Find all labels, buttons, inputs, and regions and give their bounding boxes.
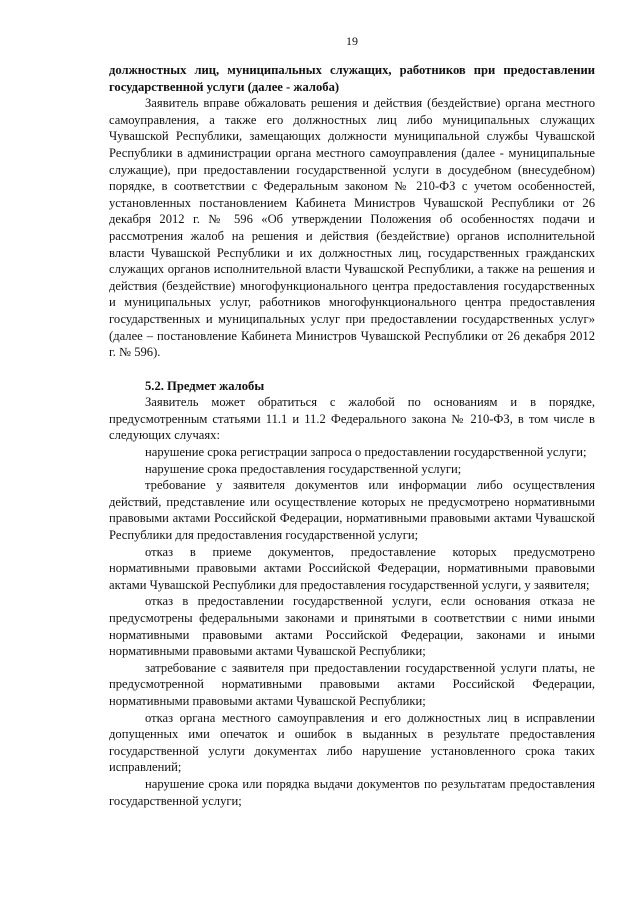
- case-item: затребование с заявителя при предоставлении государственной услуги платы, не предусмотренной нормативными правовыми актами Российской Федерации, нормативными правовыми актами Чувашской Республики;: [109, 660, 595, 708]
- case-item: нарушение срока или порядка выдачи документов по результатам предоставления государственной услуги;: [109, 776, 595, 808]
- case-item: отказ в приеме документов, предоставление которых предусмотрено нормативными правовыми актами Российской Федерации, нормативными правовыми актами Чувашской Республики для предоставления государственной услуги, у заявителя;: [109, 544, 595, 592]
- case-item: нарушение срока регистрации запроса о предоставлении государственной услуги;: [145, 445, 587, 460]
- case-item: отказ в предоставлении государственной услуги, если основания отказа не предусмотрены федеральными законами и принятыми в соответствии с ними иными нормативными правовыми актами Российской Федерации, законами и иными нормативными правовыми актами Чувашской Республики;: [109, 594, 595, 659]
- case-item: нарушение срока предоставления государственной услуги;: [145, 461, 462, 476]
- section-intro-paragraph: Заявитель может обратиться с жалобой по основаниям и в порядке, предусмотренным статьями 11.1 и 11.2 Федерального закона № 210-ФЗ, в том числе в следующих случаях:: [109, 395, 595, 443]
- page-number: 19: [346, 34, 358, 48]
- section-heading-continuation: должностных лиц, муниципальных служащих, работников при предоставлении государственной услуги (далее - жалоба): [109, 63, 595, 94]
- section-title: 5.2. Предмет жалобы: [145, 378, 265, 393]
- case-item: требование у заявителя документов или информации либо осуществления действий, представление или осуществление которых не предусмотрено нормативными правовыми актами Российской Федерации, нормативными правовыми актами Чувашской Республики для предоставления государственной услуги;: [109, 478, 595, 543]
- document-page: [109, 34, 595, 809]
- intro-paragraph: Заявитель вправе обжаловать решения и действия (бездействие) органа местного самоуправления, а также его должностных лиц либо муниципальных служащих Чувашской Республики, замещающих должности муниципальной службы Чувашской Республики в администрации органа местного самоуправления (далее - муниципальные служащие), при предоставлении государственной услуги в досудебном (внесудебном) порядке, в соответствии с Федеральным законом № 210-ФЗ с учетом особенностей, установленных постановлением Кабинета Министров Чувашской Республики от 26 декабря 2012 г. № 596 «Об утверждении Положения об особенностях подачи и рассмотрения жалоб на решения и действия (бездействие) органов исполнительной власти Чувашской Республики и их должностных лиц, государственных гражданских служащих органов исполнительной власти Чувашской Республики, а также на решения и действия (бездействие) многофункционального центра предоставления государственных и муниципальных услуг, работников многофункционального центра предоставления государственных и муниципальных услуг при предоставлении государственных услуг» (далее – постановление Кабинета Министров Чувашской Республики от 26 декабря 2012 г. № 596).: [109, 96, 595, 360]
- case-item: отказ органа местного самоуправления и его должностных лиц в исправлении допущенных ими опечаток и ошибок в выданных в результате предоставления государственной услуги документах либо нарушение установленного срока таких исправлений;: [109, 710, 595, 775]
